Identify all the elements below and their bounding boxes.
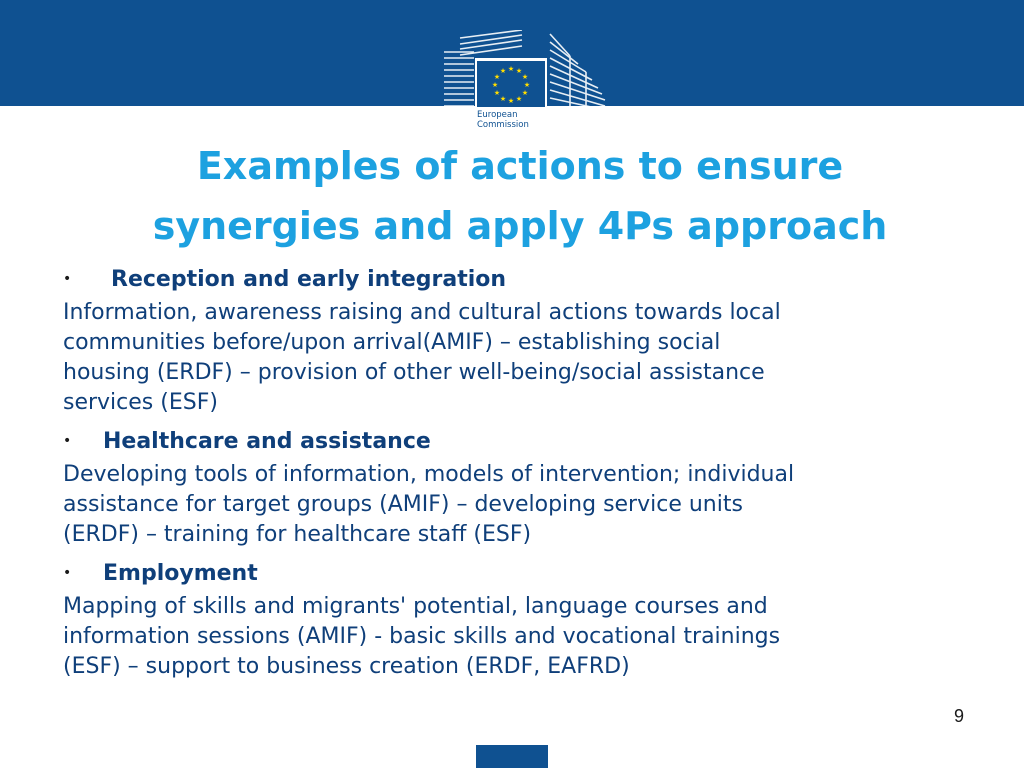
body-line: Mapping of skills and migrants' potential, language courses and xyxy=(63,594,768,619)
bullet-icon: • xyxy=(63,565,72,581)
body-line: services (ESF) xyxy=(63,390,218,415)
slide-title xyxy=(60,136,980,256)
body-line: (ESF) – support to business creation (ERDF, EAFRD) xyxy=(63,654,630,679)
heading-text: Employment xyxy=(103,560,258,586)
body-line: Information, awareness raising and cultural actions towards local xyxy=(63,300,781,325)
section-employment xyxy=(63,556,963,682)
logo-wordmark xyxy=(477,110,547,130)
bullet-icon: • xyxy=(63,433,72,449)
section-reception xyxy=(63,262,963,418)
slide-content xyxy=(63,262,963,688)
body-line: Developing tools of information, models of intervention; individual xyxy=(63,462,795,487)
section-body xyxy=(63,298,963,418)
body-line: housing (ERDF) – provision of other well-being/social assistance xyxy=(63,360,765,385)
eu-flag-strip xyxy=(476,745,548,768)
heading-text: Reception and early integration xyxy=(111,266,507,292)
svg-text:★: ★ xyxy=(507,65,515,73)
logo-line-european: European xyxy=(477,110,518,120)
logo-line-commission: Commission xyxy=(477,120,529,130)
body-line: communities before/upon arrival(AMIF) – establishing social xyxy=(63,330,721,355)
svg-text:★: ★ xyxy=(499,95,507,103)
svg-text:★: ★ xyxy=(493,89,501,97)
body-line: assistance for target groups (AMIF) – developing service units xyxy=(63,492,743,517)
page-number: 9 xyxy=(953,706,964,726)
title-line-2: synergies and apply 4Ps approach xyxy=(152,204,888,248)
svg-text:★: ★ xyxy=(521,89,529,97)
svg-text:★: ★ xyxy=(515,67,523,75)
section-heading xyxy=(63,556,963,590)
section-healthcare xyxy=(63,424,963,550)
title-line-1: Examples of actions to ensure xyxy=(196,144,844,188)
body-line: information sessions (AMIF) - basic skills and vocational trainings xyxy=(63,624,781,649)
svg-text:★: ★ xyxy=(521,73,529,81)
european-commission-logo xyxy=(440,30,610,144)
svg-text:★: ★ xyxy=(499,67,507,75)
heading-text: Healthcare and assistance xyxy=(103,428,431,454)
bullet-icon: • xyxy=(63,271,72,287)
section-heading xyxy=(63,424,963,458)
body-line: (ERDF) – training for healthcare staff (ESF) xyxy=(63,522,532,547)
svg-text:★: ★ xyxy=(515,95,523,103)
svg-text:★: ★ xyxy=(507,97,515,105)
svg-text:★: ★ xyxy=(491,81,499,89)
section-heading xyxy=(63,262,963,296)
svg-text:★: ★ xyxy=(493,73,501,81)
section-body xyxy=(63,460,963,550)
svg-text:★: ★ xyxy=(523,81,531,89)
section-body xyxy=(63,592,963,682)
